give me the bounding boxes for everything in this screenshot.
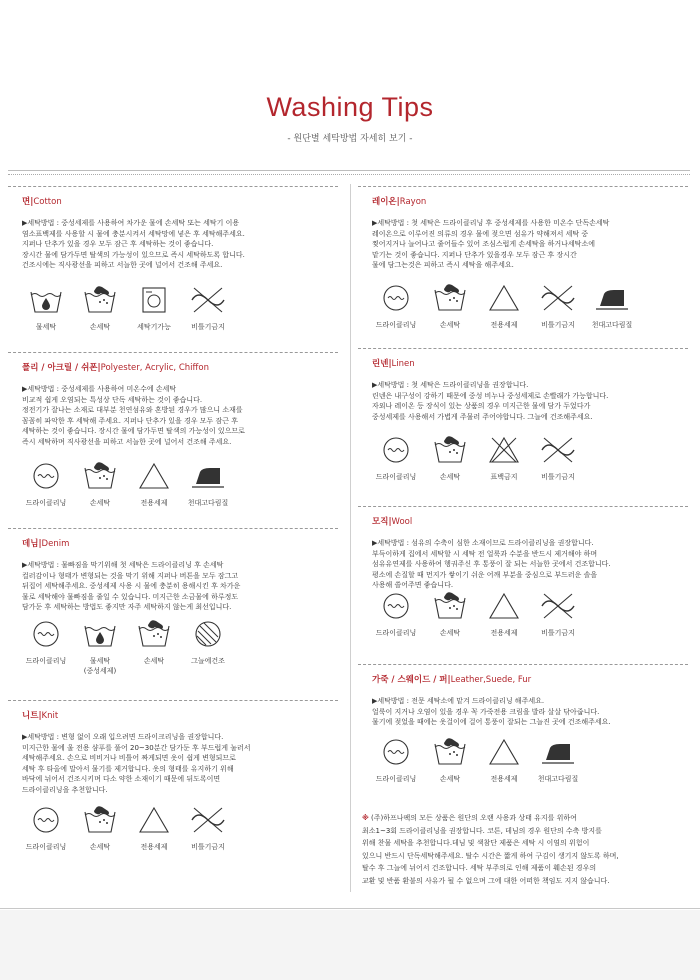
iron-with-cloth-icon: 천대고다림질: [588, 282, 636, 330]
special-detergent-icon: 전용세제: [480, 736, 528, 784]
water-wash-icon: 물세탁 (중성세제): [76, 618, 124, 676]
footer-band: [0, 910, 700, 980]
hand-wash-icon: 손세탁: [130, 618, 178, 676]
top-divider: [8, 170, 690, 171]
iron-with-cloth-icon: 천대고다림질: [184, 460, 232, 508]
hand-wash-icon: 손세탁: [76, 460, 124, 508]
dry-clean-icon: 드라이클리닝: [22, 804, 70, 852]
hand-wash-icon: 손세탁: [76, 804, 124, 852]
machine-wash-icon: 세탁기가능: [130, 284, 178, 332]
section-title: 폴리 / 아크릴 / 쉬폰|Polyester, Acrylic, Chiffon: [22, 363, 209, 373]
column-divider: [350, 184, 351, 892]
page-title: Washing Tips: [266, 92, 434, 122]
special-detergent-icon: 전용세제: [480, 590, 528, 638]
dry-clean-icon: 드라이클리닝: [372, 434, 420, 482]
shade-dry-icon: 그늘에건조: [184, 618, 232, 676]
special-detergent-icon: 전용세제: [480, 282, 528, 330]
hand-wash-icon: 손세탁: [426, 736, 474, 784]
section-denim: [8, 528, 343, 688]
section-body: ▶세탁방법 : 중성세제를 사용하여 미온수에 손세탁 비교적 쉽게 오염되는 특성상 단독 세탁하는 것이 좋습니다. 정전기가 잘나는 소재로 대부분 천연섬유와 혼방된 경우가 많으니 소재를 꼼꼼히 파악한 후 세탁해 주세요. 지퍼나 단추가 있을 경우 모두 잠근 후 세탁하는 것이 좋습니다. 장시간 물에 담가두면 탈색의 가능성이 있으므로 즉시 세탁하며 직사광선을 피하고 서늘한 곳에 널어서 건조해 주세요.: [22, 385, 245, 446]
section-title: 린넨|Linen: [372, 359, 415, 369]
section-title: 니트|Knit: [22, 711, 59, 721]
dry-clean-icon: 드라이클리닝: [372, 590, 420, 638]
dry-clean-icon: 드라이클리닝: [372, 282, 420, 330]
section-linen: [358, 348, 693, 498]
no-wring-icon: 비틀기금지: [534, 590, 582, 638]
note-mark: ※: [362, 814, 369, 822]
section-wool: [358, 506, 693, 656]
section-knit: [8, 700, 343, 860]
section-body: ▶세탁방법 : 첫 세탁은 드라이클리닝 후 중성세제를 사용한 미온수 단독손세탁 레이온으로 이루어진 의류의 경우 물에 젖으면 섬유가 약해져서 세탁 중 찢어지거나 늘어나고 줄어들수 있어 조심스럽게 손세탁을 하거나세탁소에 맡기는 것이 좋습니다. 지퍼나 단추가 있을경우 모두 잠근 후 장시간 물에 담그는것은 피하고 즉시 세탁을 해주세요.: [372, 219, 610, 270]
section-body: ▶세탁방법 : 첫 세탁은 드라이클리닝을 권장합니다. 린넨은 내구성이 강하기 때문에 중성 비누나 중성세제로 손빨래가 가능합니다. 자외나 레이온 등 장식이 있는 상품의 경우 미지근한 물에 담가 두었다가 중성세제를 사용해서 가볍게 주물러 주어야합니다. 그늘에 건조해주세요.: [372, 381, 609, 421]
section-body: ▶세탁방법 : 전문 세탁소에 맡겨 드라이클리닝 해주세요. 얼룩이 지거나 오염이 있을 경우 꼭 가죽전용 크림을 발라 살살 닦아줍니다. 물기에 젖었을 때에는 옷걸이에 걸어 통풍이 잘되는 그늘진 곳에 건조해주세요.: [372, 697, 611, 727]
care-note: [362, 812, 692, 887]
section-rayon: [358, 186, 693, 336]
top-divider-dotted: [8, 174, 690, 175]
dry-clean-icon: 드라이클리닝: [22, 618, 70, 676]
hand-wash-icon: 손세탁: [426, 434, 474, 482]
section-title: 가죽 / 스웨이드 / 퍼|Leather,Suede, Fur: [372, 675, 532, 685]
water-wash-icon: 물세탁: [22, 284, 70, 332]
section-title: 모직|Wool: [372, 517, 413, 527]
page-subtitle: - 원단별 세탁방법 자세히 보기 -: [287, 134, 413, 144]
hand-wash-icon: 손세탁: [426, 282, 474, 330]
section-polyester: [8, 352, 343, 512]
hand-wash-icon: 손세탁: [76, 284, 124, 332]
special-detergent-icon: 전용세제: [130, 804, 178, 852]
section-title: 데님|Denim: [22, 539, 70, 549]
no-wring-icon: 비틀기금지: [184, 284, 232, 332]
section-leather: [358, 664, 693, 804]
footer-line: [0, 908, 700, 909]
section-body: ▶세탁방법 : 중성세제를 사용하여 차가운 물에 손세탁 또는 세탁기 이용 염소표백제를 사용할 시 물에 충분시켜서 세탁망에 넣은 후 세탁해주세요. 지퍼나 단추가 있을 경우 모두 잠근 후 세탁하는 것이 좋습니다. 장시간 물에 담가두면 탈색의 가능성이 있으므로 즉시 세탁하도록 합니다. 건조시에는 직사광선을 피하고 서늘한 곳에 널어서 건조해 주세요.: [22, 219, 245, 270]
section-title: 면|Cotton: [22, 197, 62, 207]
section-body: ▶세탁방법 : 변형 없이 오래 입으려면 드라이크리닝을 권장합니다. 미지근한 물에 울 전용 샴푸를 풀어 20~30분간 담가둔 후 부드럽게 눌러서 세탁해주세요. 손으로 비비거나 비틀어 짜게되면 옷이 쉽게 변형되므로 세탁 후 타올에 말아서 물기를 제거합니다. 옷의 형태를 유지하기 위해 바닥에 뉘어서 건조시키며 다소 약한 소재이기 때문에 뒤도록이면 드라이클리닝을 추천합니다.: [22, 733, 251, 794]
no-wring-icon: 비틀기금지: [184, 804, 232, 852]
no-bleach-icon: 표백금지: [480, 434, 528, 482]
no-wring-icon: 비틀기금지: [534, 282, 582, 330]
section-cotton: [8, 186, 343, 346]
no-wring-icon: 비틀기금지: [534, 434, 582, 482]
section-body: ▶세탁방법 : 섬유의 수축이 심한 소재이므로 드라이클리닝을 권장합니다. 부득이하게 집에서 세탁할 시 세탁 전 얼룩과 수분을 반드시 제거해야 하며 섬유유연제를 사용하여 헹궈주신 후 통풍이 잘 되는 서늘한 곳에서 건조합니다. 평소에 손질할 때 먼지가 쌓이기 쉬운 어깨 부분을 중심으로 부드러운 솔을 사용해 쓸어주면 좋습니다.: [372, 539, 611, 590]
dry-clean-icon: 드라이클리닝: [22, 460, 70, 508]
section-title: 레이온|Rayon: [372, 197, 427, 207]
note-text: (주)하프나팩의 모든 상품은 원단의 오랜 사용과 상태 유지를 위하여 최소1~3회 드라이클리닝을 권장합니다. 코튼, 데님의 경우 원단의 수축 방지를 위해 찬물 세탁을 추천합니다.데님 및 색참단 제품은 세탁 시 이염의 위험이 있으니 반드시 단독세탁해주세요. 탈수 시간은 짧게 하여 구김이 생기지 않도록 하며, 탈수 후 그늘에 뉘어서 건조합니다. 세탁 부주의로 인해 제품이 훼손된 경우의 교환 및 반품 환불의 사유가 될 수 없으며 그에 대한 어떠한 책임도 지지 않습니다.: [362, 814, 619, 885]
hand-wash-icon: 손세탁: [426, 590, 474, 638]
dry-clean-icon: 드라이클리닝: [372, 736, 420, 784]
iron-with-cloth-icon: 천대고다림질: [534, 736, 582, 784]
special-detergent-icon: 전용세제: [130, 460, 178, 508]
section-body: ▶세탁방법 : 물빠짐을 막기위해 첫 세탁은 드라이클리닝 후 손세탁 컬러감이나 형태가 변형되는 것을 막기 위해 지퍼나 버튼을 모두 잠그고 뒤집어 세탁해주세요. 중성세제 사용 시 물에 충분히 용해시킨 후 차가운 물로 세탁해야 물빠짐을 줄일 수 있습니다. 미지근한 소금물에 하루정도 담가둔 후 세탁하는 방법도 좋지만 자주 세탁하지 않는게 최선입니다.: [22, 561, 241, 612]
